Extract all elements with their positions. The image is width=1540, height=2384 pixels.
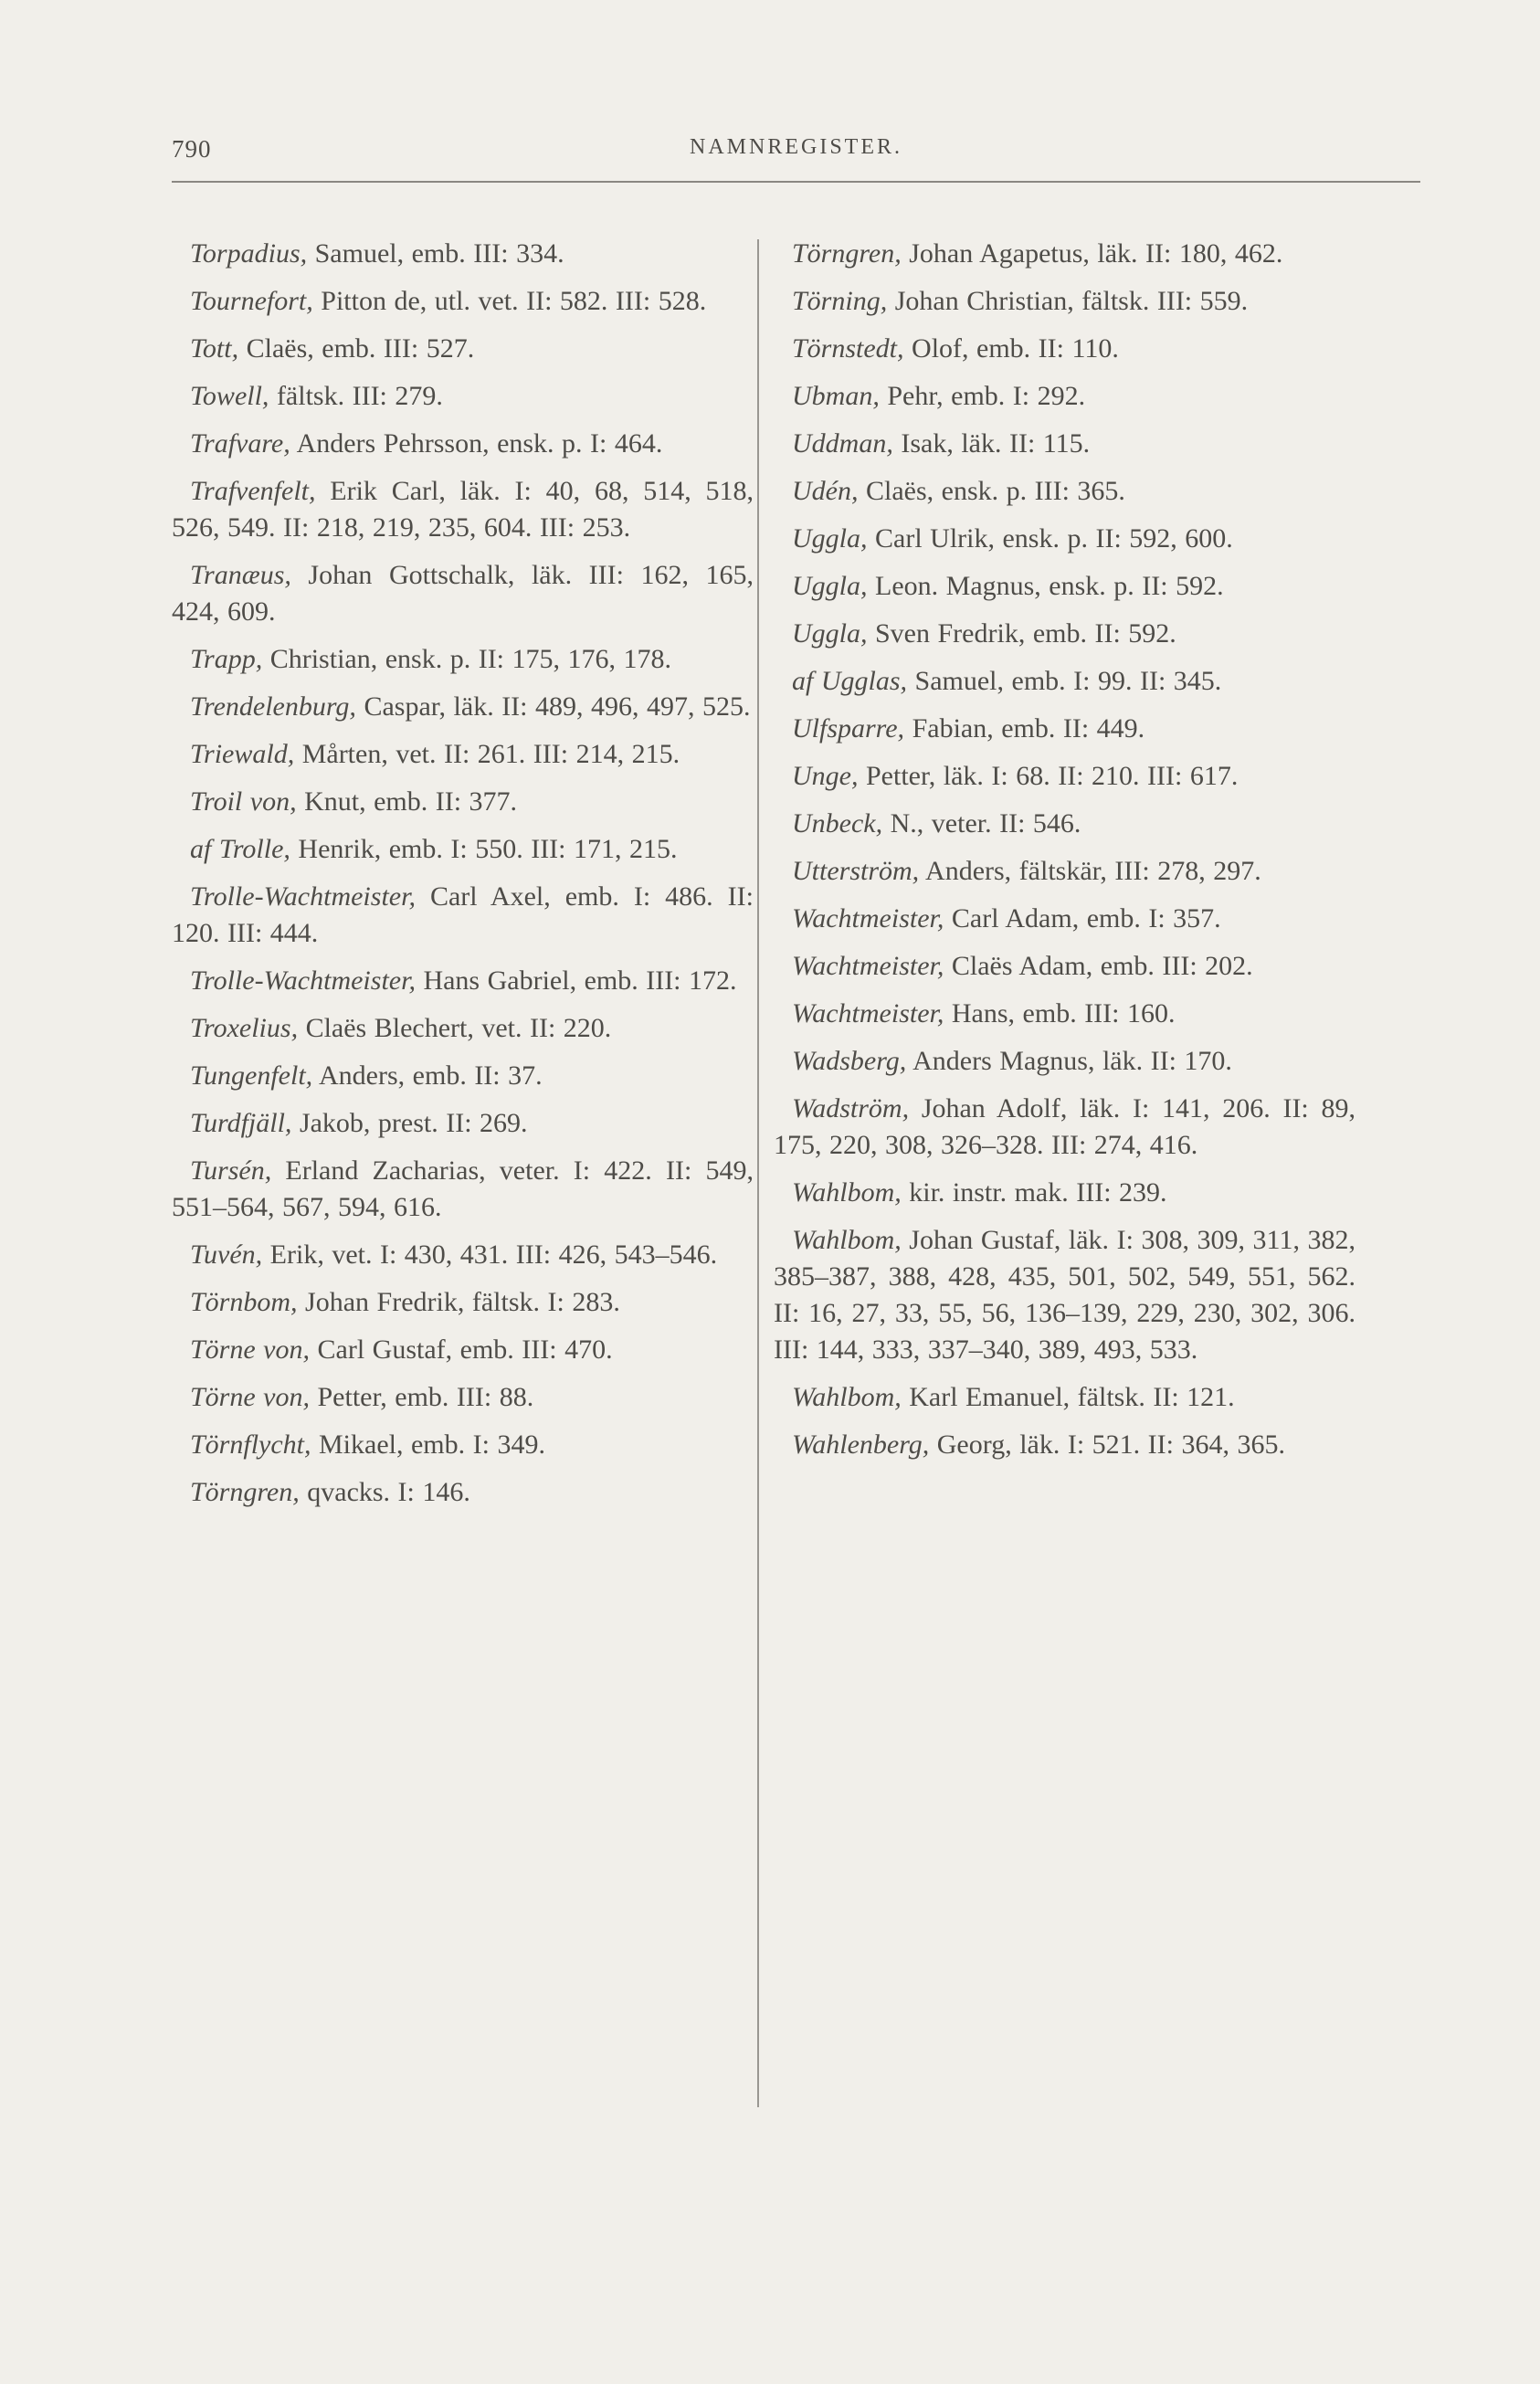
entry-surname: Troxelius, bbox=[190, 1013, 299, 1043]
entry-surname: Torpadius, bbox=[190, 238, 308, 269]
index-entry bbox=[172, 879, 754, 952]
entry-details: Claës, emb. III: 527. bbox=[238, 333, 475, 364]
entry-surname: Uggla, bbox=[792, 571, 868, 601]
index-entry bbox=[172, 1474, 754, 1511]
entry-surname: Wahlbom, bbox=[792, 1177, 902, 1208]
column-divider bbox=[757, 239, 759, 2107]
index-entry bbox=[172, 1332, 754, 1368]
index-entry bbox=[172, 831, 754, 868]
index-entry bbox=[774, 663, 1355, 700]
index-entry bbox=[774, 901, 1355, 937]
entry-surname: Törngren, bbox=[190, 1477, 300, 1507]
index-entry bbox=[774, 758, 1355, 795]
entry-details: kir. instr. mak. III: 239. bbox=[901, 1177, 1167, 1208]
entry-surname: Törnflycht, bbox=[190, 1429, 311, 1460]
index-entry bbox=[172, 1105, 754, 1142]
entry-surname: Wachtmeister, bbox=[792, 998, 944, 1028]
entry-details: Petter, läk. I: 68. II: 210. III: 617. bbox=[858, 761, 1239, 791]
entry-surname: Uggla, bbox=[792, 523, 868, 554]
index-entry bbox=[172, 1379, 754, 1416]
entry-details: Anders Magnus, läk. II: 170. bbox=[906, 1046, 1232, 1076]
entry-details: Knut, emb. II: 377. bbox=[296, 786, 518, 817]
entry-details: Carl Gustaf, emb. III: 470. bbox=[310, 1334, 613, 1365]
entry-details: Erik Carl, läk. I: 40, 68, 514, 518, 526, 549. II: 218, 219, 235, 604. III: 253. bbox=[172, 476, 754, 543]
entry-details: Pehr, emb. I: 292. bbox=[879, 381, 1086, 411]
entry-details: Claës Adam, emb. III: 202. bbox=[944, 951, 1253, 981]
entry-surname: Wadsberg, bbox=[792, 1046, 907, 1076]
entry-surname: Wadström, bbox=[792, 1093, 910, 1123]
index-entry bbox=[774, 1379, 1355, 1416]
entry-details: Petter, emb. III: 88. bbox=[310, 1382, 534, 1412]
index-entry bbox=[774, 236, 1355, 272]
entry-surname: Tranæus, bbox=[190, 560, 291, 590]
entry-surname: Ulfsparre, bbox=[792, 713, 905, 744]
entry-details: Pitton de, utl. vet. II: 582. III: 528. bbox=[312, 286, 707, 316]
entry-surname: Triewald, bbox=[190, 739, 295, 769]
entry-surname: Törngren, bbox=[792, 238, 902, 269]
entry-details: Johan Adolf, läk. I: 141, 206. II: 89, 175, 220, 308, 326–328. III: 274, 416. bbox=[774, 1093, 1355, 1160]
entry-details: Fabian, emb. II: 449. bbox=[904, 713, 1145, 744]
entry-details: Isak, läk. II: 115. bbox=[892, 428, 1091, 459]
entry-surname: Tursén, bbox=[190, 1155, 272, 1186]
entry-details: Johan Fredrik, fältsk. I: 283. bbox=[297, 1287, 620, 1317]
entry-details: Samuel, emb. I: 99. II: 345. bbox=[907, 666, 1222, 696]
entry-surname: af Ugglas, bbox=[792, 666, 908, 696]
index-entry bbox=[172, 1153, 754, 1226]
index-entry bbox=[774, 426, 1355, 462]
entry-surname: Trapp, bbox=[190, 644, 263, 674]
entry-details: Carl Axel, emb. I: 486. II: 120. III: 444. bbox=[172, 881, 754, 948]
entry-details: Mikael, emb. I: 349. bbox=[311, 1429, 545, 1460]
page-header bbox=[172, 135, 1420, 172]
entry-surname: Trafvare, bbox=[190, 428, 290, 459]
entry-surname: Tungenfelt, bbox=[190, 1060, 313, 1091]
entry-surname: Ubman, bbox=[792, 381, 880, 411]
running-title: NAMNREGISTER. bbox=[689, 135, 902, 159]
entry-surname: Uggla, bbox=[792, 618, 868, 649]
entry-surname: Turdfjäll, bbox=[190, 1108, 292, 1138]
index-entry bbox=[774, 283, 1355, 320]
left-column bbox=[172, 236, 754, 1522]
entry-details: Anders, emb. II: 37. bbox=[312, 1060, 543, 1091]
entry-surname: Trolle-Wachtmeister, bbox=[190, 965, 416, 996]
index-entry bbox=[172, 1010, 754, 1047]
index-entry bbox=[774, 996, 1355, 1032]
entry-details: Georg, läk. I: 521. II: 364, 365. bbox=[929, 1429, 1285, 1460]
entry-details: Carl Adam, emb. I: 357. bbox=[944, 903, 1221, 934]
entry-surname: Trolle-Wachtmeister, bbox=[190, 881, 416, 912]
entry-surname: Törnstedt, bbox=[792, 333, 904, 364]
entry-details: Hans Gabriel, emb. III: 172. bbox=[415, 965, 737, 996]
entry-surname: Wahlbom, bbox=[792, 1382, 902, 1412]
entry-details: Johan Christian, fältsk. III: 559. bbox=[887, 286, 1249, 316]
index-entry bbox=[774, 948, 1355, 985]
entry-details: Johan Gottschalk, läk. III: 162, 165, 424, 609. bbox=[172, 560, 754, 627]
index-entry bbox=[172, 378, 754, 415]
index-entry bbox=[774, 616, 1355, 652]
entry-details: N., veter. II: 546. bbox=[882, 808, 1081, 839]
entry-surname: Trendelenburg, bbox=[190, 691, 356, 722]
index-entry bbox=[172, 1284, 754, 1321]
entry-surname: Wachtmeister, bbox=[792, 903, 944, 934]
entry-details: Erik, vet. I: 430, 431. III: 426, 543–546. bbox=[262, 1239, 718, 1270]
entry-details: Anders, fältskär, III: 278, 297. bbox=[919, 856, 1261, 886]
page-number: 790 bbox=[172, 135, 212, 163]
entry-details: Johan Agapetus, läk. II: 180, 462. bbox=[901, 238, 1283, 269]
entry-details: qvacks. I: 146. bbox=[299, 1477, 470, 1507]
index-entry bbox=[172, 1058, 754, 1094]
index-entry bbox=[172, 426, 754, 462]
entry-surname: Törning, bbox=[792, 286, 888, 316]
entry-surname: Wachtmeister, bbox=[792, 951, 944, 981]
entry-surname: Udén, bbox=[792, 476, 859, 506]
index-entry bbox=[172, 736, 754, 773]
index-entry bbox=[172, 1427, 754, 1463]
index-entry bbox=[172, 1237, 754, 1273]
index-entry bbox=[774, 521, 1355, 557]
entry-details: Claës, ensk. p. III: 365. bbox=[858, 476, 1125, 506]
index-entry bbox=[774, 806, 1355, 842]
entry-surname: Tott, bbox=[190, 333, 239, 364]
entry-details: Claës Blechert, vet. II: 220. bbox=[298, 1013, 612, 1043]
entry-details: Karl Emanuel, fältsk. II: 121. bbox=[901, 1382, 1235, 1412]
entry-surname: Wahlbom, bbox=[792, 1225, 902, 1255]
index-entry bbox=[172, 641, 754, 678]
entry-details: Anders Pehrsson, ensk. p. I: 464. bbox=[290, 428, 663, 459]
entry-details: Sven Fredrik, emb. II: 592. bbox=[867, 618, 1176, 649]
entry-surname: Tuvén, bbox=[190, 1239, 263, 1270]
index-entry bbox=[172, 236, 754, 272]
entry-details: Olof, emb. II: 110. bbox=[903, 333, 1119, 364]
right-column bbox=[774, 236, 1355, 1474]
entry-surname: Törnbom, bbox=[190, 1287, 298, 1317]
header-rule bbox=[172, 181, 1420, 183]
index-entry bbox=[774, 1427, 1355, 1463]
index-entry bbox=[172, 473, 754, 546]
index-entry bbox=[774, 473, 1355, 510]
entry-surname: Troil von, bbox=[190, 786, 297, 817]
entry-details: Erland Zacharias, veter. I: 422. II: 549, 551–564, 567, 594, 616. bbox=[172, 1155, 754, 1222]
index-entry bbox=[774, 853, 1355, 890]
index-entry bbox=[774, 1175, 1355, 1211]
index-entry bbox=[774, 1043, 1355, 1080]
index-entry bbox=[774, 378, 1355, 415]
index-entry bbox=[774, 711, 1355, 747]
entry-details: Jakob, prest. II: 269. bbox=[291, 1108, 528, 1138]
entry-details: Carl Ulrik, ensk. p. II: 592, 600. bbox=[867, 523, 1233, 554]
entry-surname: Unbeck, bbox=[792, 808, 883, 839]
index-entry bbox=[172, 331, 754, 367]
entry-surname: Wahlenberg, bbox=[792, 1429, 930, 1460]
entry-surname: Trafvenfelt, bbox=[190, 476, 316, 506]
index-entry bbox=[774, 1222, 1355, 1368]
index-entry bbox=[774, 568, 1355, 605]
entry-surname: Uddman, bbox=[792, 428, 893, 459]
index-entry bbox=[774, 331, 1355, 367]
index-entry bbox=[172, 784, 754, 820]
entry-surname: Törne von, bbox=[190, 1334, 310, 1365]
index-entry bbox=[172, 557, 754, 630]
entry-details: Caspar, läk. II: 489, 496, 497, 525. bbox=[355, 691, 751, 722]
entry-details: Samuel, emb. III: 334. bbox=[307, 238, 564, 269]
index-entry bbox=[172, 689, 754, 725]
index-entry bbox=[774, 1091, 1355, 1164]
entry-details: Leon. Magnus, ensk. p. II: 592. bbox=[867, 571, 1224, 601]
index-entry bbox=[172, 963, 754, 999]
entry-details: Hans, emb. III: 160. bbox=[944, 998, 1176, 1028]
entry-details: Johan Gustaf, läk. I: 308, 309, 311, 382, 385–387, 388, 428, 435, 501, 502, 549, 551, 562. II: 16, 27, 33, 55, 56, 136–139, 229, 230, 302, 306. III: 144, 333, 337–340, 389, 493, 533. bbox=[774, 1225, 1355, 1365]
entry-details: Mårten, vet. II: 261. III: 214, 215. bbox=[294, 739, 680, 769]
entry-surname: Unge, bbox=[792, 761, 859, 791]
entry-details: Christian, ensk. p. II: 175, 176, 178. bbox=[262, 644, 672, 674]
entry-surname: Utterström, bbox=[792, 856, 920, 886]
entry-details: fältsk. III: 279. bbox=[269, 381, 443, 411]
entry-surname: Tournefort, bbox=[190, 286, 313, 316]
entry-surname: af Trolle, bbox=[190, 834, 290, 864]
entry-surname: Törne von, bbox=[190, 1382, 310, 1412]
index-entry bbox=[172, 283, 754, 320]
entry-surname: Towell, bbox=[190, 381, 269, 411]
entry-details: Henrik, emb. I: 550. III: 171, 215. bbox=[290, 834, 678, 864]
